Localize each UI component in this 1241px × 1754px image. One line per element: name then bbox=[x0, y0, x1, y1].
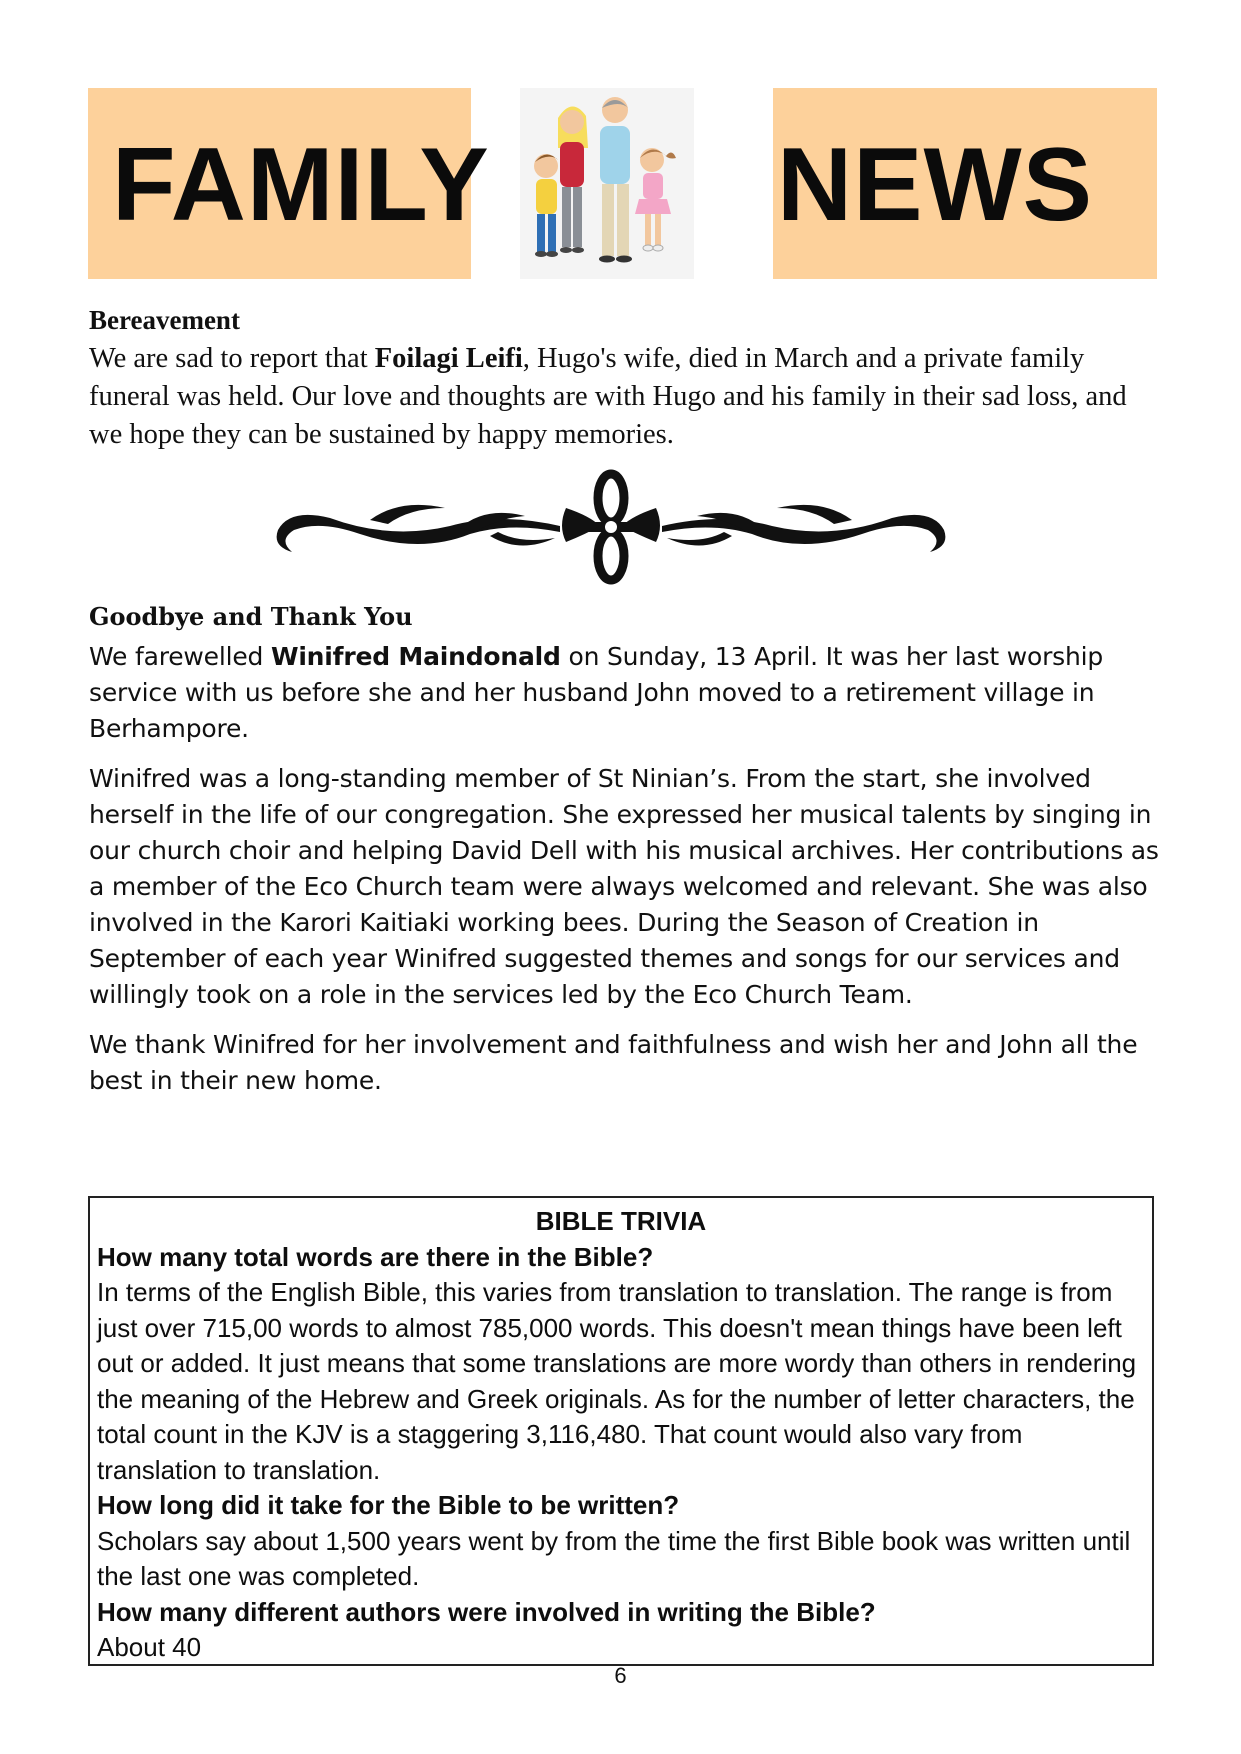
page-number: 6 bbox=[614, 1663, 627, 1688]
father-figure bbox=[599, 97, 632, 263]
bereavement-text: We are sad to report that Foilagi Leifi, Hugo's wife, died in March and a private family funeral was held. Our love and thoughts are with Hugo and his family in their sad loss, and we hope they can be sustained by happy memories. bbox=[89, 343, 1127, 450]
bible-trivia-box bbox=[88, 1196, 1154, 1666]
goodbye-heading: Goodbye and Thank You bbox=[89, 602, 413, 631]
bereavement-name: Foilagi Leifi bbox=[374, 343, 523, 374]
goodbye-name: Winifred Maindonald bbox=[270, 642, 561, 671]
trivia-answer-3: About 40 bbox=[97, 1632, 202, 1662]
family-illustration bbox=[520, 88, 694, 279]
goodbye-paragraph-2: Winifred was a long-standing member of St Ninian’s. From the start, she involved herself in the life of our congregation. She expressed her musical talents by singing in our church choir and helping David Dell with his musical archives. Her contributions as a member of the Eco Church team were always welcomed and relevant. She was also involved in the Karori Kaitiaki working bees. During the Season of Creation in September of each year Winifred suggested themes and songs for our services and willingly took on a role in the services led by the Eco Church Team. bbox=[89, 764, 1159, 1009]
trivia-question-1: How many total words are there in the Bible? bbox=[97, 1241, 654, 1272]
ornamental-divider bbox=[270, 468, 952, 586]
trivia-answer-1: In terms of the English Bible, this varies from translation to translation. The range is from just over 715,00 words to almost 785,000 words. This doesn't mean things have been left out or added. It just means that some translations are more wordy than others in rendering the meaning of the Hebrew and Greek originals. As for the number of letter characters, the total count in the KJV is a staggering 3,116,480. That count would also vary from translation to translation. bbox=[97, 1277, 1137, 1485]
girl-figure bbox=[635, 148, 676, 251]
bereavement-heading: Bereavement bbox=[89, 305, 240, 335]
banner-news bbox=[773, 88, 1157, 279]
trivia-question-3: How many different authors were involved in writing the Bible? bbox=[97, 1596, 876, 1627]
banner-news-word: NEWS bbox=[777, 127, 1093, 243]
trivia-title: BIBLE TRIVIA bbox=[535, 1206, 707, 1236]
trivia-answer-2: Scholars say about 1,500 years went by from the time the first Bible book was written until the last one was completed. bbox=[97, 1525, 1131, 1591]
mother-figure bbox=[558, 106, 588, 253]
trivia-question-2: How long did it take for the Bible to be written? bbox=[97, 1490, 680, 1520]
goodbye-paragraph-3: We thank Winifred for her involvement and faithfulness and wish her and John all the best in their new home. bbox=[89, 1030, 1138, 1095]
goodbye-paragraph-1: We farewelled Winifred Maindonald on Sunday, 13 April. It was her last worship service with us before she and her husband John moved to a retirement village in Berhampore. bbox=[89, 642, 1104, 743]
banner-family-word: FAMILY bbox=[112, 127, 490, 243]
boy-figure bbox=[534, 154, 558, 257]
family-illustration-svg bbox=[520, 88, 694, 279]
bereavement-section bbox=[89, 305, 1159, 454]
goodbye-section bbox=[89, 602, 1159, 1099]
banner-family bbox=[88, 88, 490, 279]
